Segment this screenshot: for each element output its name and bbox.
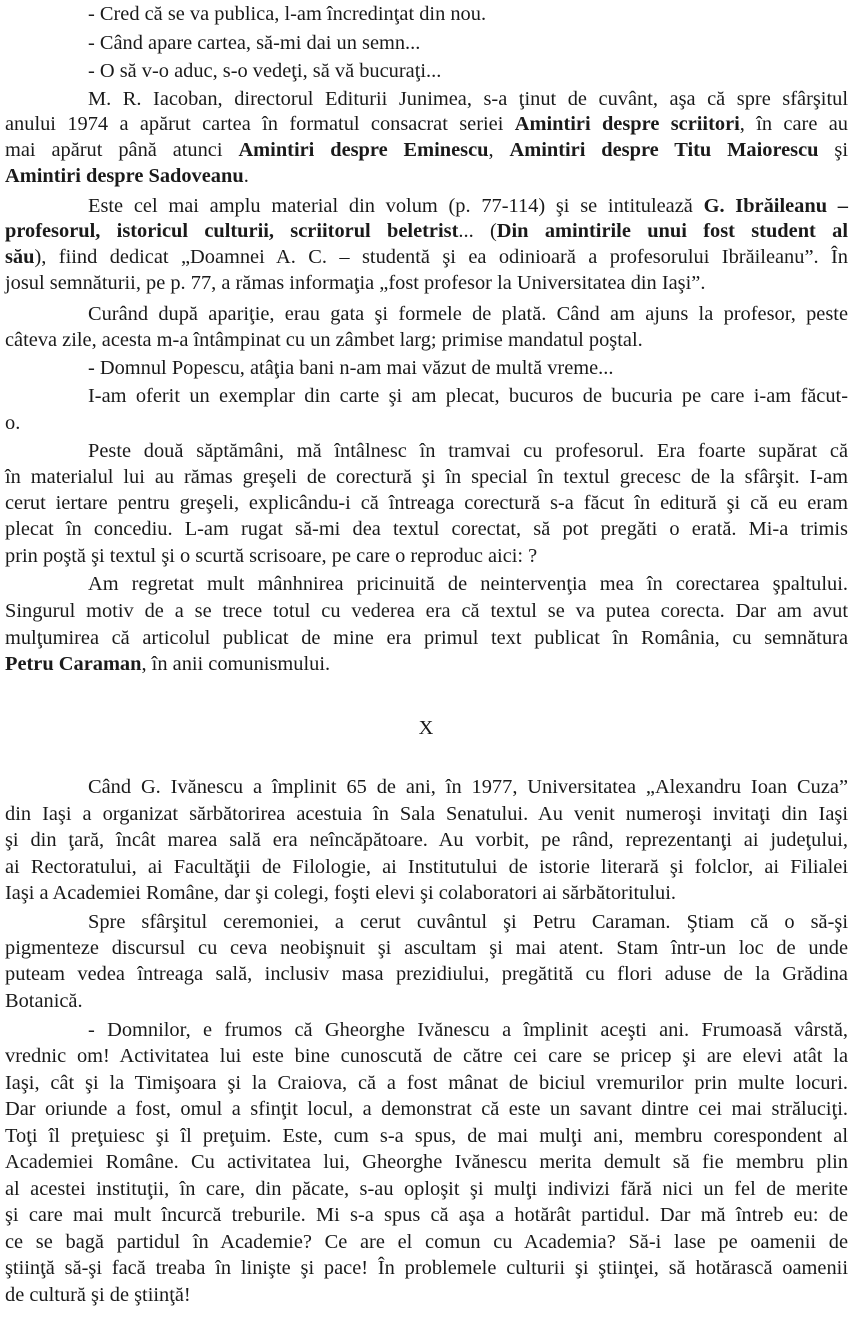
text-run: josul semnăturii, pe p. 77, a rămas informaţia „fost profesor la Universitatea din Iaşi”. — [5, 272, 706, 294]
bold-text-run: Amintiri despre Titu Maiorescu — [509, 139, 819, 161]
text-line — [5, 1255, 848, 1281]
text-line — [5, 244, 848, 270]
text-run: mulţumirea că articolul publicat de mine era primul text publicat în România, cu semnătura — [5, 627, 848, 649]
text-run: plecat în concediu. L-am rugat să-mi dea textul corectat, să pot pregăti o erată. Mi-a trimis — [5, 518, 848, 540]
text-line — [5, 854, 848, 880]
text-run: vrednic om! Activitatea lui este bine cunoscută de către cei care se pricep şi are elevi atât la — [5, 1045, 848, 1067]
text-line — [88, 193, 848, 219]
bold-text-run: Amintiri despre Eminescu — [238, 139, 489, 161]
text-line — [88, 438, 848, 464]
text-line — [88, 86, 848, 112]
text-run: . — [243, 165, 249, 187]
text-line — [5, 988, 848, 1014]
text-run: al acestei instituţii, în care, din păcate, s-au oploşit şi mulţi indivizi fără nici un fel de merite — [5, 1178, 848, 1200]
text-line — [5, 1176, 848, 1202]
text-line — [5, 1282, 848, 1308]
text-run: - O să v-o aduc, s-o vedeţi, să vă bucuraţi... — [88, 60, 442, 82]
text-run: , în anii comunismului. — [141, 653, 331, 675]
text-line — [5, 598, 848, 624]
text-line — [88, 355, 848, 381]
text-line — [5, 163, 848, 189]
text-run: Spre sfârşitul ceremoniei, a cerut cuvântul şi Petru Caraman. Ştiam că o să-şi — [88, 911, 848, 933]
text-run: câteva zile, acesta m-a întâmpinat cu un zâmbet larg; primise mandatul poştal. — [5, 329, 643, 351]
text-line — [5, 1123, 848, 1149]
text-run: ... ( — [458, 220, 497, 242]
text-run: , în care au — [739, 113, 848, 135]
text-line — [88, 1017, 848, 1043]
text-line — [5, 464, 848, 490]
bold-text-run: Amintiri despre Sadoveanu — [5, 165, 244, 187]
text-run: ştiinţă să-şi facă treaba în linişte şi pace! În problemele culturii şi ştiinţei, să hotărască oamenii — [5, 1257, 848, 1279]
text-line — [5, 218, 848, 244]
text-run: - Când apare cartea, să-mi dai un semn... — [88, 32, 421, 54]
text-line — [5, 801, 848, 827]
text-line — [5, 1229, 848, 1255]
text-line — [5, 935, 848, 961]
text-line — [5, 490, 848, 516]
text-run: M. R. Iacoban, directorul Editurii Junimea, s-a ţinut de cuvânt, aşa că spre sfârşitul — [88, 88, 848, 110]
text-run: puteam vedea întreaga sală, inclusiv masa prezidiului, pregătită cu flori aduse de la Grădina — [5, 963, 848, 985]
text-line — [5, 827, 848, 853]
text-run: Iaşi a Academiei Române, dar şi colegi, foşti elevi şi colaboratori ai sărbătoritului. — [5, 882, 676, 904]
text-line — [5, 1070, 848, 1096]
text-line — [88, 58, 848, 84]
bold-text-run: Petru Caraman — [5, 653, 142, 675]
text-line — [5, 516, 848, 542]
text-run: Este cel mai amplu material din volum (p. 77-114) şi se intitulează — [88, 195, 704, 217]
text-run: mai apărut până atunci — [5, 139, 239, 161]
text-line — [88, 909, 848, 935]
text-run: Când G. Ivănescu a împlinit 65 de ani, în 1977, Universitatea „Alexandru Ioan Cuza” — [88, 776, 848, 798]
text-line — [5, 410, 848, 436]
text-line — [88, 571, 848, 597]
text-run: Iaşi, cât şi la Timişoara şi la Craiova, că a fost mânat de biciul vremurilor prin multe locuri. — [5, 1072, 848, 1094]
text-line — [88, 30, 848, 56]
text-run: şi care mai mult încurcă treburile. Mi s-a spus că aşa a hotărât partidul. Dar mă întreb eu: de — [5, 1204, 848, 1226]
text-run: anului 1974 a apărut cartea în formatul consacrat seriei — [5, 113, 515, 135]
text-run: - Domnul Popescu, atâţia bani n-am mai văzut de multă vreme... — [88, 357, 614, 379]
text-run: Curând după apariţie, erau gata şi formele de plată. Când am ajuns la profesor, peste — [88, 303, 848, 325]
text-run: de cultură şi de ştiinţă! — [5, 1284, 191, 1306]
text-run: ai Rectoratului, ai Facultăţii de Filologie, ai Institutului de istorie literară şi folclor, ai Filialei — [5, 856, 848, 878]
text-run: Toţi îl preţuiesc şi îl preţuim. Este, cum s-a spus, de mai mulţi ani, membru corespondent al — [5, 1125, 848, 1147]
text-run: ce se bagă partidul în Academie? Ce are el comun cu Academia? Să-i lase pe oamenii de — [5, 1231, 848, 1253]
text-run: I-am oferit un exemplar din carte şi am plecat, bucuros de bucuria pe care i-am făcut- — [88, 385, 848, 407]
text-run: şi din ţară, încât marea sală era neîncăpătoare. Au vorbit, pe rând, reprezentanţi ai judeţului, — [5, 829, 848, 851]
text-run: Academiei Române. Cu activitatea lui, Gheorghe Ivănescu merita demult să fie membru plin — [5, 1151, 848, 1173]
text-run: cerut iertare pentru greşeli, explicându-i că întreaga corectură s-a făcut în editură şi că eu eram — [5, 492, 848, 514]
text-run: o. — [5, 412, 21, 434]
text-line — [88, 774, 848, 800]
text-run: - Domnilor, e frumos că Gheorghe Ivănescu a împlinit aceşti ani. Frumoasă vârstă, — [88, 1019, 848, 1041]
text-line — [5, 270, 848, 296]
text-line — [5, 1202, 848, 1228]
text-run: X — [418, 717, 434, 739]
text-run: şi — [818, 139, 848, 161]
text-run: pigmenteze discursul cu ceva neobişnuit şi ascultam şi mai atent. Stam într-un loc de unde — [5, 937, 848, 959]
text-run: din Iaşi a organizat sărbătorirea acestuia în Sala Senatului. Au venit numeroşi invitaţi din Iaşi — [5, 803, 848, 825]
text-line — [5, 625, 848, 651]
text-line — [5, 1096, 848, 1122]
text-run: Peste două săptămâni, mă întâlnesc în tramvai cu profesorul. Era foarte supărat că — [88, 440, 848, 462]
bold-text-run: profesorul, istoricul culturii, scriitorul beletrist — [5, 220, 459, 242]
text-run: - Cred că se va publica, l-am încredinţat din nou. — [88, 3, 487, 25]
text-line — [5, 327, 848, 353]
text-line — [88, 1, 848, 27]
text-line — [5, 651, 848, 677]
section-marker — [0, 715, 852, 741]
text-line — [5, 543, 848, 569]
text-run: Am regretat mult mânhnirea pricinuită de neintervenţia mea în corectarea şpaltului. — [88, 573, 848, 595]
text-line — [5, 1043, 848, 1069]
text-run: Dar oriunde a fost, omul a sfinţit locul, a demonstrat că este un savant dintre cei mai străluciţi. — [5, 1098, 848, 1120]
text-line — [5, 111, 848, 137]
text-line — [5, 137, 848, 163]
text-run: Singurul motiv de a se trece totul cu vederea era că textul se va putea corecta. Dar am avut — [5, 600, 848, 622]
text-run: ), fiind dedicat „Doamnei A. C. – studentă şi ea odinioară a profesorului Ibrăileanu”. În — [34, 246, 848, 268]
bold-text-run: său — [5, 246, 35, 268]
text-run: Botanică. — [5, 990, 83, 1012]
text-line — [5, 1149, 848, 1175]
text-run: prin poştă şi textul şi o scurtă scrisoare, pe care o reproduc aici: ? — [5, 545, 538, 567]
text-line — [5, 961, 848, 987]
text-line — [5, 880, 848, 906]
bold-text-run: G. Ibrăileanu – — [703, 195, 848, 217]
text-run: în materialul lui au rămas greşeli de corectură şi în special în textul grecesc de la sfârşit. I-am — [5, 466, 848, 488]
text-line — [88, 383, 848, 409]
text-line — [88, 301, 848, 327]
bold-text-run: Amintiri despre scriitori — [514, 113, 740, 135]
text-run: , — [488, 139, 510, 161]
bold-text-run: Din amintirile unui fost student al — [496, 220, 849, 242]
